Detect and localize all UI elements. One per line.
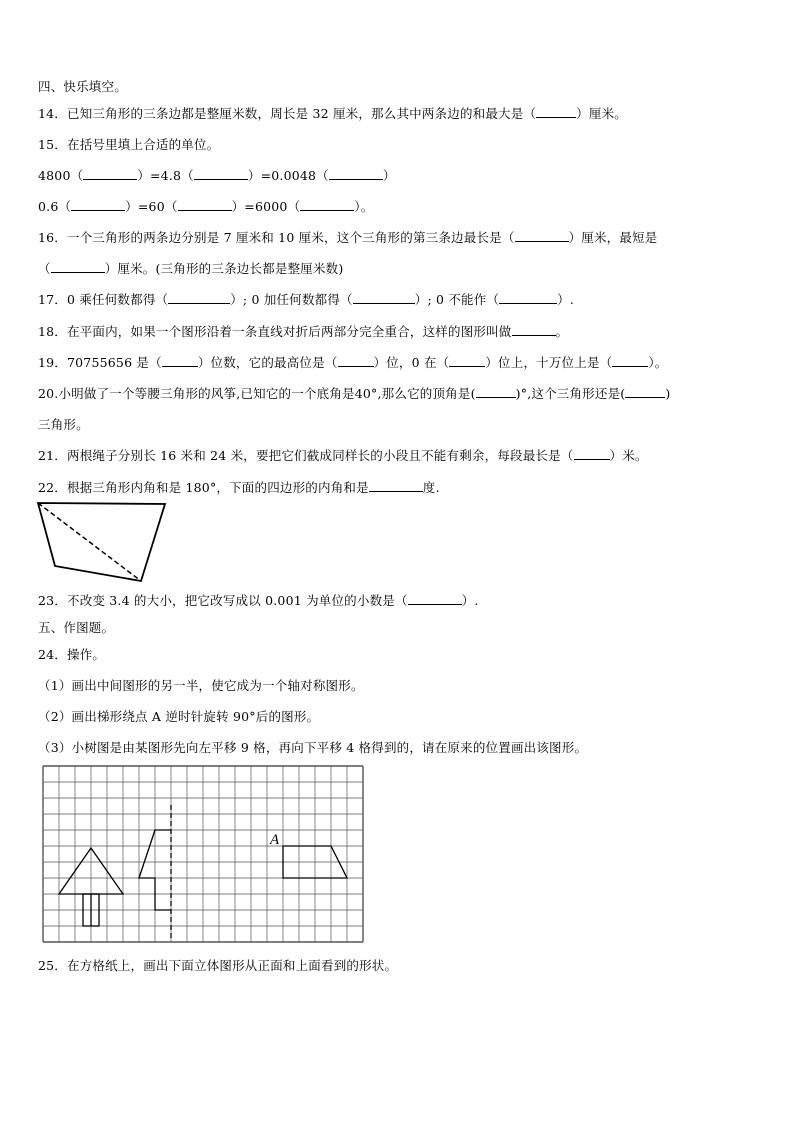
q20-text-a: 20.小明做了一个等腰三角形的风筝,已知它的一个底角是40°,那么它的顶角是( [38, 386, 476, 401]
q23-blank[interactable] [408, 593, 462, 605]
q15-r2-blank-3[interactable] [300, 199, 354, 211]
q16-text-a: 16．一个三角形的两条边分别是 7 厘米和 10 厘米，这个三角形的第三条边最长是（ [38, 230, 515, 245]
question-22 [38, 480, 440, 496]
question-24-part-2: （2）画出梯形绕点 A 逆时针旋转 90°后的图形。 [38, 709, 320, 724]
q20-text-b: )°,这个三角形还是( [515, 386, 626, 401]
q18-text-b: 。 [555, 324, 569, 339]
q19-blank-4[interactable] [612, 355, 648, 367]
q20-blank-1[interactable] [476, 386, 516, 398]
question-15-title: 15．在括号里填上合适的单位。 [38, 137, 220, 152]
q19-text-b: ）位数，它的最高位是（ [197, 355, 338, 370]
q21-text-a: 21．两根绳子分别长 16 米和 24 米，要把它们截成同样长的小段且不能有剩余，每段最长是（ [38, 448, 574, 463]
section-4-title: 四、快乐填空。 [38, 79, 127, 94]
q15-r1-b: ）=4.8（ [137, 168, 194, 183]
question-16-line-2 [38, 261, 343, 277]
q14-blank[interactable] [536, 106, 576, 118]
q21-blank[interactable] [574, 448, 610, 460]
q18-blank[interactable] [512, 324, 556, 336]
section-5-title: 五、作图题。 [38, 620, 115, 635]
q15-r2-b: ）=60（ [125, 199, 178, 214]
quadrilateral-shape [38, 503, 165, 581]
q14-text-a: 14．已知三角形的三条边都是整厘米数，周长是 32 厘米，那么其中两条边的和最大是（ [38, 106, 537, 121]
drawing-grid[interactable] [42, 765, 372, 945]
q17-blank-1[interactable] [168, 292, 230, 304]
question-24-title: 24．操作。 [38, 647, 106, 662]
q15-r2-c: ）=6000（ [231, 199, 301, 214]
q16-blank-1[interactable] [515, 230, 569, 242]
q15-r2-blank-1[interactable] [71, 199, 125, 211]
q16-blank-2[interactable] [51, 261, 105, 273]
q15-r1-d: ） [382, 168, 396, 183]
question-20-line-2: 三角形。 [38, 417, 89, 432]
q22-text-a: 22．根据三角形内角和是 180°，下面的四边形的内角和是 [38, 480, 369, 495]
question-19 [38, 355, 668, 371]
q15-r1-blank-2[interactable] [194, 168, 248, 180]
q15-r1-a: 4800（ [38, 168, 84, 183]
q20-text-c: ) [665, 386, 671, 401]
q19-text-e: ）。 [648, 355, 668, 370]
q19-text-c: ）位，0 在（ [373, 355, 450, 370]
q20-blank-2[interactable] [625, 386, 665, 398]
q19-text-d: ）位上，十万位上是（ [485, 355, 613, 370]
question-25: 25．在方格纸上，画出下面立体图形从正面和上面看到的形状。 [38, 958, 398, 973]
q17-text-c: ）; 0 不能作（ [414, 292, 500, 307]
q19-blank-3[interactable] [449, 355, 485, 367]
q19-text-a: 19．70755656 是（ [38, 355, 162, 370]
q15-r1-blank-1[interactable] [83, 168, 137, 180]
question-14 [38, 106, 627, 122]
q23-text-b: ）. [461, 593, 479, 608]
q15-r2-blank-2[interactable] [178, 199, 232, 211]
question-17 [38, 292, 574, 308]
q22-text-b: 度. [422, 480, 440, 495]
q17-text-d: ）. [557, 292, 575, 307]
quadrilateral-diagonal [38, 503, 141, 581]
q16-text-d: ）厘米。(三角形的三条边长都是整厘米数) [104, 261, 344, 276]
q16-text-b: ）厘米，最短是 [568, 230, 658, 245]
question-21 [38, 448, 648, 464]
question-18 [38, 324, 568, 340]
q15-r2-a: 0.6（ [38, 199, 72, 214]
question-24-part-1: （1）画出中间图形的另一半，使它成为一个轴对称图形。 [38, 678, 364, 693]
q21-text-b: ）米。 [609, 448, 648, 463]
q17-text-a: 17．0 乘任何数都得（ [38, 292, 169, 307]
q18-text-a: 18．在平面内，如果一个图形沿着一条直线对折后两部分完全重合，这样的图形叫做 [38, 324, 512, 339]
question-20-line-1 [38, 386, 670, 402]
q17-blank-3[interactable] [499, 292, 557, 304]
q16-text-c: （ [38, 261, 51, 276]
question-24-part-3: （3）小树图是由某图形先向左平移 9 格，再向下平移 4 格得到的，请在原来的位置画出该图形。 [38, 740, 588, 755]
question-15-row-2 [38, 199, 373, 215]
q15-r1-blank-3[interactable] [329, 168, 383, 180]
point-a-label: A [270, 832, 280, 848]
q22-blank[interactable] [369, 480, 423, 492]
q23-text-a: 23．不改变 3.4 的大小，把它改写成以 0.001 为单位的小数是（ [38, 593, 408, 608]
question-23 [38, 593, 479, 609]
q19-blank-2[interactable] [338, 355, 374, 367]
q17-blank-2[interactable] [353, 292, 415, 304]
q19-blank-1[interactable] [162, 355, 198, 367]
question-15-row-1 [38, 168, 396, 184]
q15-r2-d: ）。 [354, 199, 374, 214]
q14-text-b: ）厘米。 [576, 106, 627, 121]
q17-text-b: ）; 0 加任何数都得（ [230, 292, 353, 307]
q15-r1-c: ）=0.0048（ [247, 168, 329, 183]
question-16-line-1 [38, 230, 657, 246]
